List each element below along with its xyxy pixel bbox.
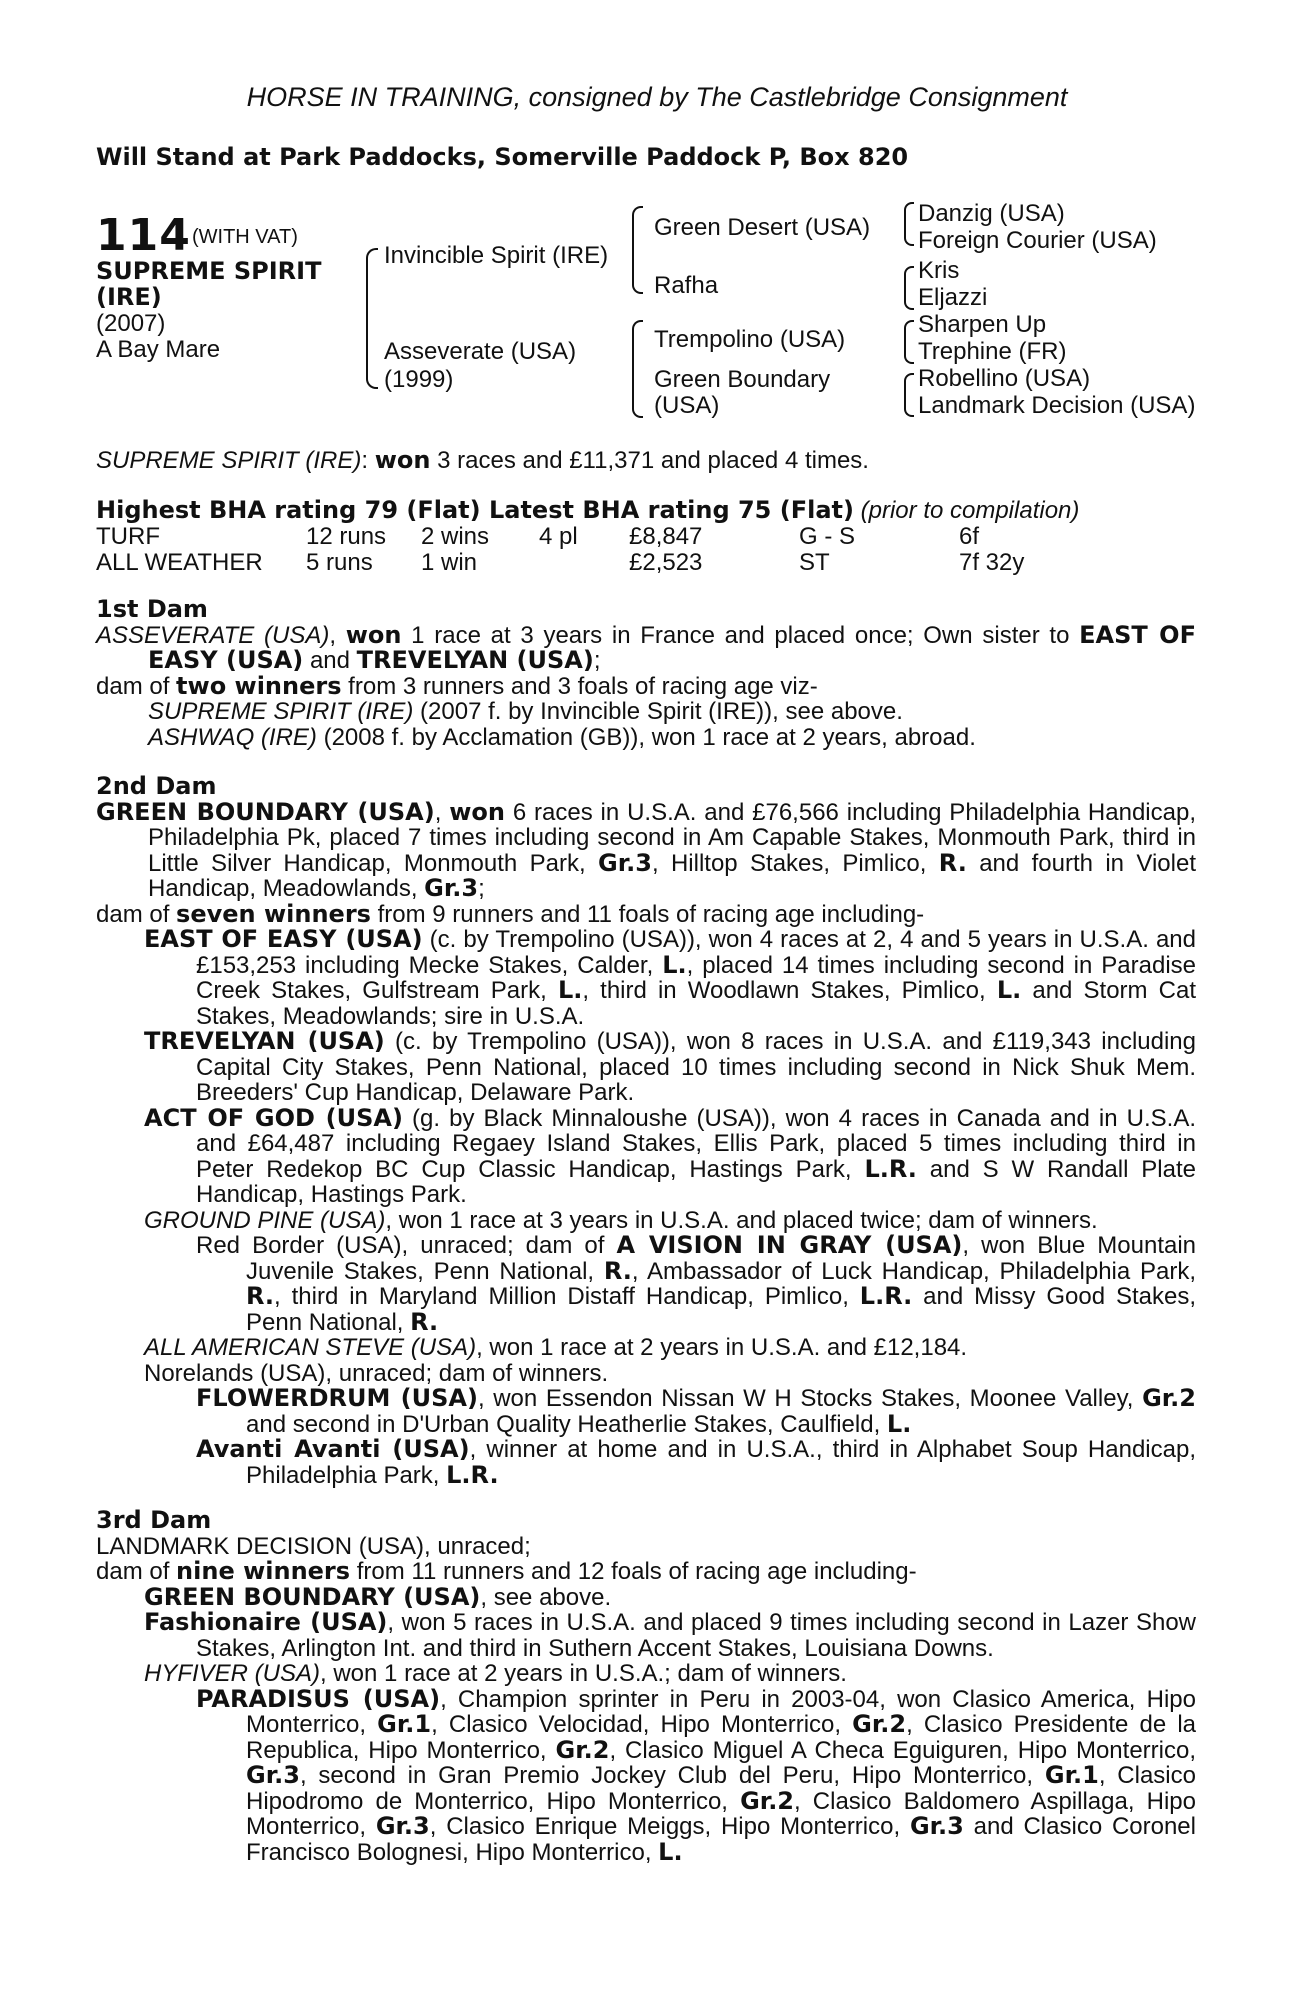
third-dam-section [96, 1508, 1196, 1865]
list-item: TREVELYAN (USA) (c. by Trempolino (USA)), won 8 races in U.S.A. and £119,343 including Capital City Stakes, Penn National, placed 10 times including second in Nick Shuk Mem. Breeders' Cup Handicap, Delaware Park. [144, 1027, 1196, 1106]
pedigree-sire-dam: Rafha [654, 272, 719, 299]
list-item: GREEN BOUNDARY (USA), see above. [144, 1582, 612, 1611]
race-summary: SUPREME SPIRIT (IRE): won 3 races and £11,371 and placed 4 times. [96, 446, 869, 474]
pedigree-sdd: Eljazzi [918, 284, 988, 311]
pedigree-bracket [632, 206, 643, 294]
pedigree-dsd: Trephine (FR) [918, 338, 1067, 365]
pedigree-sss: Danzig (USA) [918, 200, 1065, 227]
list-item: Norelands (USA), unraced; dam of winners. [144, 1359, 609, 1387]
page-title: HORSE IN TRAINING, consigned by The Castlebridge Consignment [246, 82, 1068, 112]
list-item: EAST OF EASY (USA) (c. by Trempolino (USA)), won 4 races at 2, 4 and 5 years in U.S.A. and £153,253 including Mecke Stakes, Calder, L., placed 14 times including second in Paradise Creek Stakes, Gulfstream Park, L., third in Woodlawn Stakes, Pimlico, L. and Storm Cat Stakes, Meadowlands; sire in U.S.A. [144, 925, 1197, 1030]
list-item: GROUND PINE (USA), won 1 race at 3 years in U.S.A. and placed twice; dam of winners. [144, 1206, 1098, 1234]
list-item: SUPREME SPIRIT (IRE) (2007 f. by Invincible Spirit (IRE)), see above. [148, 698, 903, 725]
pedigree-dam-year: (1999) [384, 366, 454, 393]
dam1-record: ASSEVERATE (USA), won 1 race at 3 years in France and placed once; Own sister to EAST OF EASY (USA) and TREVELYAN (USA); [96, 620, 1196, 674]
pedigree-dss: Sharpen Up [918, 311, 1047, 338]
horse-description: A Bay Mare [96, 336, 221, 363]
table-row: TURF 12 runs 2 wins 4 pl £8,847 G - S 6f [96, 523, 980, 550]
list-item: FLOWERDRUM (USA), won Essendon Nissan W H Stocks Stakes, Moonee Valley, Gr.2 and second in D'Urban Quality Heatherlie Stakes, Caulfield, L. [196, 1384, 1196, 1438]
pedigree-dam: Asseverate (USA) [384, 338, 577, 365]
pedigree-dam-dam-country: (USA) [654, 392, 720, 419]
list-item: Fashionaire (USA), won 5 races in U.S.A. and placed 9 times including second in Lazer Show Stakes, Arlington Int. and third in Suthern Accent Stakes, Louisiana Downs. [144, 1608, 1196, 1662]
pedigree-dam-dam: Green Boundary [654, 366, 831, 393]
pedigree-sire: Invincible Spirit (IRE) [384, 242, 609, 269]
pedigree-bracket [904, 266, 914, 310]
list-item: Avanti Avanti (USA), winner at home and in U.S.A., third in Alphabet Soup Handicap, Philadelphia Park, L.R. [196, 1435, 1196, 1489]
lot-number: 114 [96, 210, 191, 261]
horse-name: SUPREME SPIRIT [96, 257, 322, 285]
second-dam-heading: 2nd Dam [96, 772, 217, 800]
dam2-produce-summary: dam of seven winners from 9 runners and 11 foals of racing age including- [96, 899, 925, 928]
list-item: Red Border (USA), unraced; dam of A VISION IN GRAY (USA), won Blue Mountain Juvenile Stakes, Penn National, R., Ambassador of Luck Handicap, Philadelphia Park, R., third in Maryland Million Distaff Handicap, Pimlico, L.R. and Missy Good Stakes, Penn National, R. [196, 1231, 1197, 1336]
dam3-record: LANDMARK DECISION (USA), unraced; [96, 1532, 531, 1560]
list-item: HYFIVER (USA), won 1 race at 2 years in U.S.A.; dam of winners. [144, 1660, 847, 1687]
horse-name-suffix: (IRE) [96, 283, 162, 311]
foaling-year: (2007) [96, 310, 166, 337]
dam1-produce-summary: dam of two winners from 3 runners and 3 foals of racing age viz- [96, 671, 818, 700]
pedigree-bracket [904, 202, 914, 246]
pedigree-bracket [366, 248, 378, 389]
dam2-record: GREEN BOUNDARY (USA), won 6 races in U.S.A. and £76,566 including Philadelphia Handicap, Philadelphia Pk, placed 7 times including second in Am Capable Stakes, Monmouth Park, third in Little Silver Handicap, Monmouth Park, Gr.3, Hilltop Stakes, Pimlico, R. and fourth in Violet Handicap, Meadowlands, Gr.3; [96, 797, 1196, 902]
table-row: ALL WEATHER 5 runs 1 win £2,523 ST 7f 32y [96, 549, 1025, 576]
pedigree-ddd: Landmark Decision (USA) [918, 392, 1196, 419]
pedigree-dam-sire: Trempolino (USA) [654, 326, 846, 353]
pedigree-dds: Robellino (USA) [918, 365, 1091, 392]
third-dam-heading: 3rd Dam [96, 1506, 212, 1534]
bha-rating: Highest BHA rating 79 (Flat) Latest BHA rating 75 (Flat) (prior to compilation) [96, 496, 1080, 524]
pedigree-ssd: Foreign Courier (USA) [918, 227, 1157, 254]
first-dam-section [96, 597, 1196, 750]
first-dam-heading: 1st Dam [96, 595, 208, 623]
racing-stats-table [96, 524, 1024, 576]
pedigree-sire-sire: Green Desert (USA) [654, 214, 871, 241]
vat-note: (WITH VAT) [192, 226, 298, 248]
pedigree-sds: Kris [918, 257, 960, 284]
list-item: ACT OF GOD (USA) (g. by Black Minnaloushe (USA)), won 4 races in Canada and in U.S.A. and £64,487 including Regaey Island Stakes, Ellis Park, placed 5 times including third in Peter Redekop BC Cup Classic Handicap, Hastings Park, L.R. and S W Randall Plate Handicap, Hastings Park. [144, 1103, 1196, 1208]
second-dam-section [96, 774, 1196, 1488]
list-item: ASHWAQ (IRE) (2008 f. by Acclamation (GB)), won 1 race at 2 years, abroad. [148, 723, 976, 751]
list-item: ALL AMERICAN STEVE (USA), won 1 race at 2 years in U.S.A. and £12,184. [144, 1334, 968, 1361]
list-item: PARADISUS (USA), Champion sprinter in Peru in 2003-04, won Clasico America, Hipo Monterrico, Gr.1, Clasico Velocidad, Hipo Monterrico, Gr.2, Clasico Presidente de la Republica, Hipo Monterrico, Gr.2, Clasico Miguel A Checa Eguiguren, Hipo Monterrico, Gr.3, second in Gran Premio Jockey Club del Peru, Hipo Monterrico, Gr.1, Clasico Hipodromo de Monterrico, Hipo Monterrico, Gr.2, Clasico Baldomero Aspillaga, Hipo Monterrico, Gr.3, Clasico Enrique Meiggs, Hipo Monterrico, Gr.3 and Clasico Coronel Francisco Bolognesi, Hipo Monterrico, L. [196, 1684, 1197, 1866]
pedigree-bracket [904, 320, 914, 364]
pedigree-bracket [904, 373, 914, 417]
pedigree-bracket [632, 320, 643, 418]
dam3-produce-summary: dam of nine winners from 11 runners and 12 foals of racing age including- [96, 1557, 917, 1585]
summary-horse-name: SUPREME SPIRIT (IRE) [96, 447, 362, 474]
stand-location: Will Stand at Park Paddocks, Somerville Paddock P, Box 820 [96, 143, 909, 171]
